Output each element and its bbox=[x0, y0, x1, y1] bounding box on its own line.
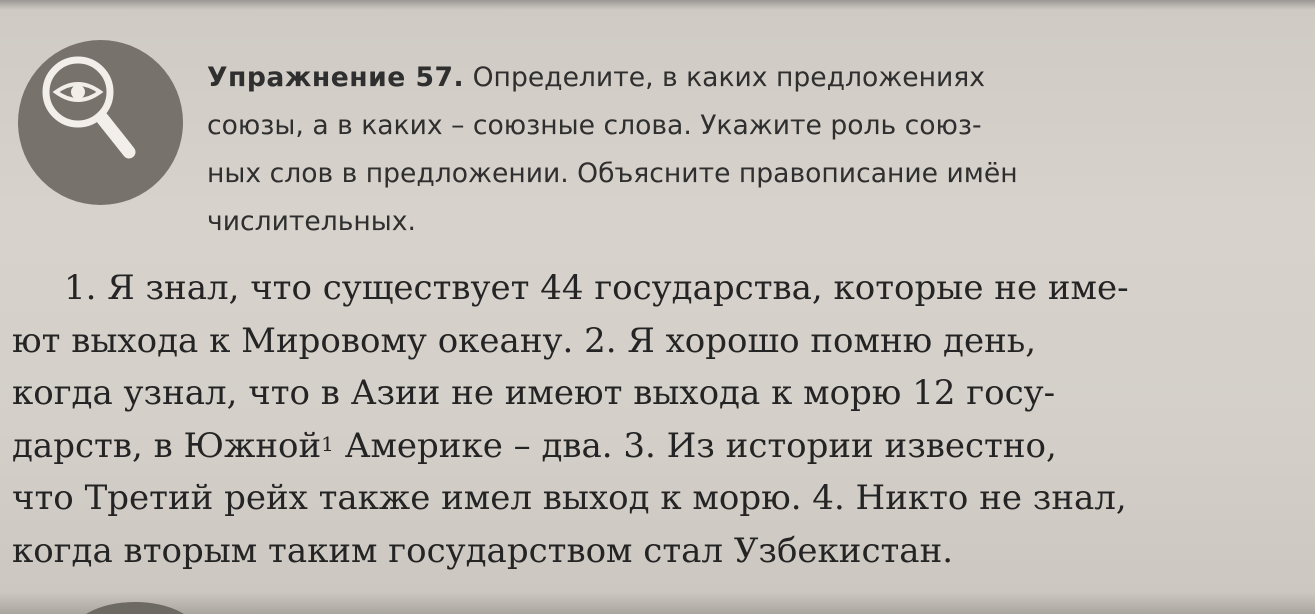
magnifier-eye-icon bbox=[18, 40, 183, 205]
sentence-line-4-end: Америке – два. 3. Из истории известно, bbox=[333, 425, 1057, 466]
exercise-instruction bbox=[207, 54, 1307, 246]
sentence-line-4 bbox=[12, 420, 1308, 473]
sentence-line-4-start: дарств, в Южной bbox=[12, 425, 322, 466]
sentence-line-1: 1. Я знал, что существует 44 государства, которые не име- bbox=[64, 268, 1129, 308]
exercise-line-4: числительных. bbox=[207, 206, 416, 237]
page-bottom-shadow bbox=[0, 592, 1315, 614]
sentence-line-6: когда вторым таким государством стал Узбекистан. bbox=[12, 530, 954, 571]
footnote-mark: 1 bbox=[321, 431, 334, 456]
page-top-shadow bbox=[0, 0, 1315, 10]
sentence-line-3: когда узнал, что в Азии не имеют выхода к морю 12 госу- bbox=[12, 373, 1056, 413]
exercise-line-1 bbox=[207, 54, 1307, 102]
exercise-text-1: Определите, в каких предложениях bbox=[472, 62, 986, 93]
magnifier-eye-graphic bbox=[18, 40, 183, 205]
sentence-line-5: что Третий рейх также имел выход к морю. 4. Никто не знал, bbox=[12, 478, 1127, 518]
exercise-line-3: ных слов в предложении. Объясните правописание имён bbox=[207, 158, 1018, 189]
exercise-sentences bbox=[12, 262, 1308, 577]
exercise-line-2: союзы, а в каких – союзные слова. Укажите роль союз- bbox=[207, 110, 982, 141]
sentence-line-2: ют выхода к Мировому океану. 2. Я хорошо помню день, bbox=[12, 320, 1037, 361]
exercise-title: Упражнение 57. bbox=[207, 62, 465, 93]
